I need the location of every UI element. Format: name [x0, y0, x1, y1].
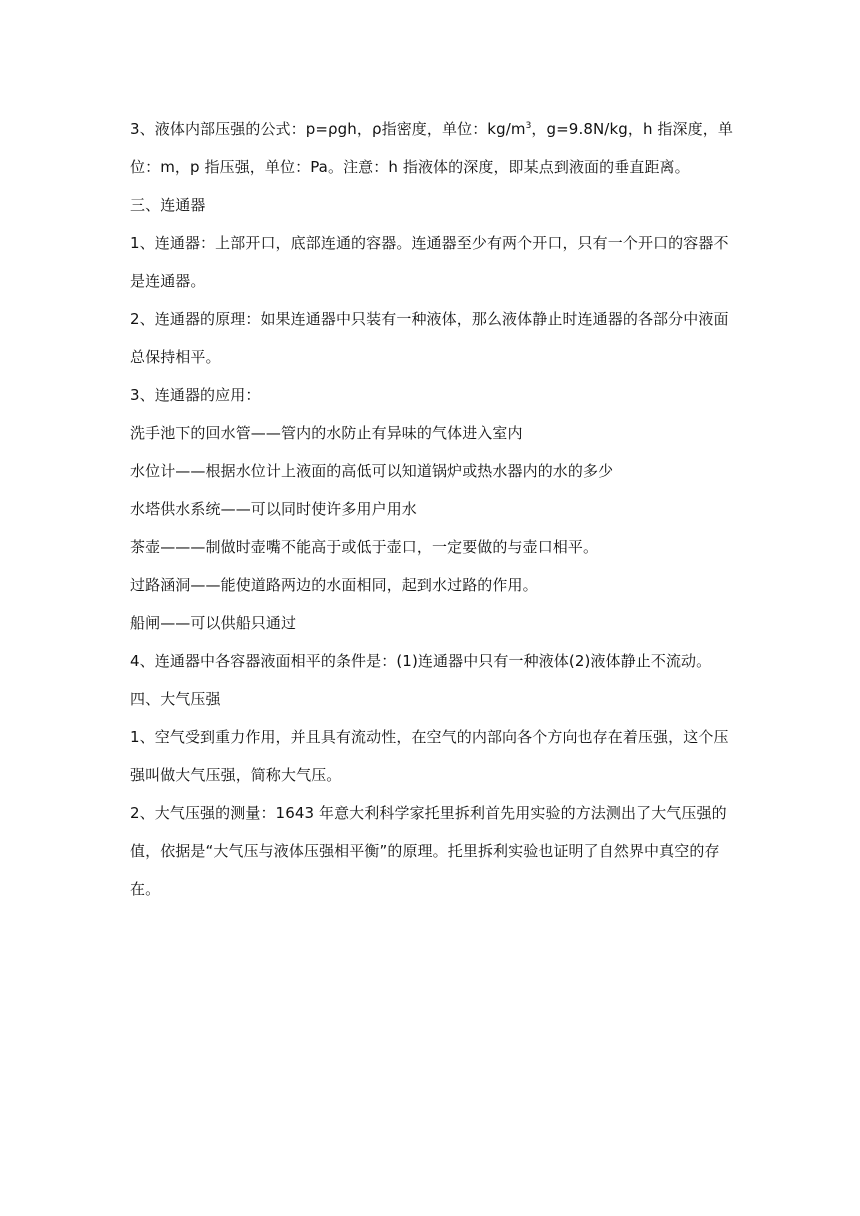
- paragraph-line: 3、连通器的应用：: [130, 386, 261, 404]
- application-item: 茶壶———制做时壶嘴不能高于或低于壶口，一定要做的与壶口相平。: [130, 538, 599, 556]
- unit-superscript: 3: [525, 121, 532, 131]
- paragraph-line: 总保持相平。: [130, 348, 221, 366]
- formula-text: 3、液体内部压强的公式：p=ρgh，ρ指密度，单位：kg/m: [130, 120, 526, 138]
- paragraph-line: 2、连通器的原理：如果连通器中只装有一种液体，那么液体静止时连通器的各部分中液面: [130, 310, 729, 328]
- paragraph-line: 1、空气受到重力作用，并且具有流动性，在空气的内部向各个方向也存在着压强，这个压: [130, 728, 729, 746]
- paragraph-line: 在。: [130, 880, 161, 898]
- application-item: 船闸——可以供船只通过: [130, 614, 297, 632]
- paragraph-line: 2、大气压强的测量：1643 年意大利科学家托里拆利首先用实验的方法测出了大气压强的: [130, 804, 727, 822]
- formula-line-1: [130, 110, 740, 148]
- paragraph-line: 是连通器。: [130, 272, 206, 290]
- application-item: 水位计——根据水位计上液面的高低可以知道锅炉或热水器内的水的多少: [130, 462, 614, 480]
- section-heading-connector: 三、连通器: [130, 196, 206, 214]
- formula-text-tail: ，g=9.8N/kg，h 指深度，单: [531, 120, 733, 138]
- paragraph-line: 4、连通器中各容器液面相平的条件是：(1)连通器中只有一种液体(2)液体静止不流动。: [130, 652, 712, 670]
- section-heading-atmosphere: 四、大气压强: [130, 690, 221, 708]
- paragraph-line: 1、连通器：上部开口，底部连通的容器。连通器至少有两个开口，只有一个开口的容器不: [130, 234, 729, 252]
- application-item: 洗手池下的回水管——管内的水防止有异味的气体进入室内: [130, 424, 523, 442]
- document-content: [130, 110, 740, 908]
- formula-line-2: 位：m，p 指压强，单位：Pa。注意：h 指液体的深度，即某点到液面的垂直距离。: [130, 158, 690, 176]
- paragraph-line: 强叫做大气压强，简称大气压。: [130, 766, 342, 784]
- paragraph-line: 值，依据是“大气压与液体压强相平衡”的原理。托里拆利实验也证明了自然界中真空的存: [130, 842, 720, 860]
- application-item: 过路涵洞——能使道路两边的水面相同，起到水过路的作用。: [130, 576, 538, 594]
- application-item: 水塔供水系统——可以同时使许多用户用水: [130, 500, 417, 518]
